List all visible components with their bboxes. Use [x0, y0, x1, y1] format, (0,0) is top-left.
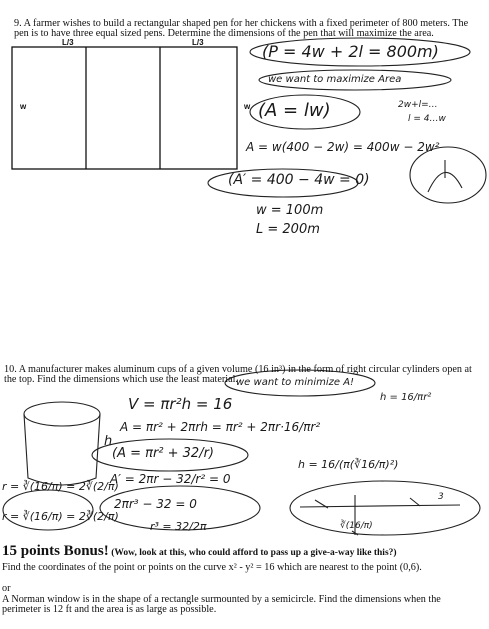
numberline-critical: ∛(16/π): [340, 521, 373, 531]
bonus-alt-line1: A Norman window is in the shape of a rectangle surmounted by a semicircle. Find the dimensions when the: [2, 594, 441, 605]
label-l-third-left: L/3: [62, 38, 74, 47]
substituted-area: A = w(400 − 2w) = 400w − 2w²: [246, 140, 440, 154]
want-minimize-note: we want to minimize A!: [236, 377, 355, 388]
cup-height-label: h: [104, 434, 113, 449]
bonus-heading: [2, 543, 397, 561]
bonus-or: or: [2, 583, 11, 594]
numberline-value: 3: [438, 492, 444, 502]
area-derivative: A′ = 2πr − 32/r² = 0: [110, 472, 231, 486]
label-l-third-right: L/3: [192, 38, 204, 47]
h-result: h = 16/(π(∛16/π)²): [298, 458, 399, 471]
derivative-equation: (A′ = 400 − 4w = 0): [228, 172, 370, 188]
l-result: L = 200m: [256, 222, 320, 237]
label-w-left: w: [20, 102, 27, 111]
numberline-oval: [290, 481, 480, 535]
bonus-note: (Wow, look at this, who could afford to pass up a give-a-way like this?): [111, 548, 397, 558]
want-maximize-note: we want to maximize Area: [268, 74, 402, 85]
problem10-line2: the top. Find the dimensions which use the least material.: [4, 374, 238, 385]
side-note-2: l = 4…w: [408, 114, 446, 124]
perimeter-equation: (P = 4w + 2l = 800m): [262, 42, 439, 61]
cup-top: [24, 402, 100, 426]
w-result: w = 100m: [256, 203, 324, 218]
volume-equation: V = πr²h = 16: [128, 395, 233, 413]
cup-body: [24, 414, 100, 485]
area-simplified: (A = πr² + 32/r): [112, 446, 215, 461]
label-w-right: w: [244, 102, 251, 111]
h-substitution: h = 16/πr²: [380, 392, 432, 403]
parabola-circle: [410, 147, 486, 203]
problem9-line2: pen is to have three equal sized pens. Determine the dimensions of the pen that will maximize the area.: [14, 28, 434, 39]
pen-diagram: [12, 47, 237, 169]
r-cubed: r³ = 32/2π: [150, 520, 207, 533]
problem9-line1: 9. A farmer wishes to build a rectangular shaped pen for her chickens with a fixed perimeter of 800 meters. The: [14, 18, 469, 29]
bonus-problem: Find the coordinates of the point or points on the curve x² - y² = 16 which are nearest to the point (0,6).: [2, 562, 422, 573]
r-result-2: r = ∛(16/π) = 2∛(2/π): [2, 510, 119, 523]
r-result-1: r = ∛(16/π) = 2∛(2/π): [2, 480, 119, 493]
bonus-alt-line2: perimeter is 12 ft and the area is as large as possible.: [2, 604, 217, 615]
area-expression: A = πr² + 2πrh = πr² + 2πr·16/πr²: [120, 420, 321, 434]
area-equation: (A = lw): [258, 100, 331, 121]
side-note-1: 2w+l=…: [398, 100, 438, 110]
bonus-title: 15 points Bonus!: [2, 543, 109, 559]
problem10-line1: 10. A manufacturer makes aluminum cups of a given volume (16 in³) in the form of right circular cylinders open at: [4, 364, 472, 375]
solve-equation: 2πr³ − 32 = 0: [114, 497, 197, 511]
